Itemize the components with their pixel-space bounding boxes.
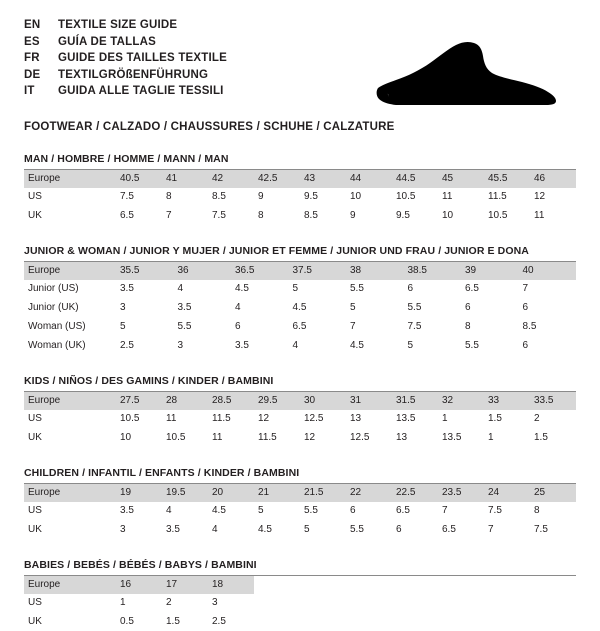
language-row	[24, 35, 227, 51]
category-heading: FOOTWEAR / CALZADO / CHAUSSURES / SCHUHE / CALZATURE	[24, 121, 576, 133]
cell: 33	[484, 392, 530, 410]
cell: 6	[231, 318, 289, 337]
cell-empty	[530, 594, 576, 613]
row-label: US	[24, 410, 116, 429]
cell: 44.5	[392, 170, 438, 188]
cell: 6	[461, 299, 519, 318]
language-code: FR	[24, 51, 58, 67]
cell: 42.5	[254, 170, 300, 188]
cell: 2	[530, 410, 576, 429]
cell: 6.5	[289, 318, 347, 337]
size-table-kids	[24, 392, 576, 447]
cell: 19	[116, 484, 162, 502]
cell: 8	[254, 207, 300, 226]
cell: 24	[484, 484, 530, 502]
cell: 4.5	[289, 299, 347, 318]
cell: 45	[438, 170, 484, 188]
cell: 3.5	[162, 521, 208, 540]
table-row	[24, 170, 576, 188]
cell: 46	[530, 170, 576, 188]
cell: 4.5	[231, 280, 289, 299]
cell: 11.5	[254, 429, 300, 448]
section-title: BABIES / BEBÉS / BÉBÉS / BABYS / BAMBINI	[24, 559, 576, 576]
table-row	[24, 188, 576, 207]
section-children	[24, 467, 576, 539]
cell: 21	[254, 484, 300, 502]
cell: 8.5	[300, 207, 346, 226]
cell: 6.5	[392, 502, 438, 521]
cell: 29.5	[254, 392, 300, 410]
row-label: US	[24, 594, 116, 613]
cell: 7	[346, 318, 404, 337]
row-label: Woman (US)	[24, 318, 116, 337]
cell: 39	[461, 262, 519, 280]
cell: 5.5	[174, 318, 232, 337]
cell: 4	[162, 502, 208, 521]
cell-empty	[254, 613, 300, 631]
table-row	[24, 262, 576, 280]
cell: 3.5	[116, 502, 162, 521]
cell: 19.5	[162, 484, 208, 502]
cell: 5.5	[346, 280, 404, 299]
size-table-babies	[24, 576, 576, 631]
cell: 4	[289, 337, 347, 356]
cell: 6	[519, 337, 577, 356]
row-label: US	[24, 502, 116, 521]
table-row	[24, 318, 576, 337]
cell: 9	[254, 188, 300, 207]
cell: 6	[519, 299, 577, 318]
cell: 7.5	[404, 318, 462, 337]
cell: 4.5	[254, 521, 300, 540]
cell: 11.5	[484, 188, 530, 207]
cell: 2.5	[208, 613, 254, 631]
language-title: TEXTILGRÖßENFÜHRUNG	[58, 68, 208, 84]
cell: 13.5	[392, 410, 438, 429]
language-title: TEXTILE SIZE GUIDE	[58, 18, 177, 34]
table-row	[24, 613, 576, 631]
cell: 31	[346, 392, 392, 410]
cell: 22	[346, 484, 392, 502]
cell: 11	[438, 188, 484, 207]
cell: 6.5	[438, 521, 484, 540]
table-row	[24, 207, 576, 226]
cell: 33.5	[530, 392, 576, 410]
cell: 10.5	[392, 188, 438, 207]
table-row	[24, 594, 576, 613]
cell: 4	[231, 299, 289, 318]
cell: 9.5	[300, 188, 346, 207]
cell: 2	[162, 594, 208, 613]
cell: 6	[404, 280, 462, 299]
language-code: IT	[24, 84, 58, 100]
cell: 7	[484, 521, 530, 540]
table-row	[24, 392, 576, 410]
cell: 11	[530, 207, 576, 226]
cell: 12	[254, 410, 300, 429]
section-title: KIDS / NIÑOS / DES GAMINS / KINDER / BAMBINI	[24, 375, 576, 392]
cell: 4.5	[208, 502, 254, 521]
row-label: UK	[24, 207, 116, 226]
cell: 13.5	[438, 429, 484, 448]
row-label: UK	[24, 613, 116, 631]
cell: 9	[346, 207, 392, 226]
cell: 5	[289, 280, 347, 299]
cell: 10	[116, 429, 162, 448]
cell: 11.5	[208, 410, 254, 429]
cell: 11	[162, 410, 208, 429]
cell: 6	[346, 502, 392, 521]
cell-empty	[254, 594, 300, 613]
cell: 12.5	[300, 410, 346, 429]
cell: 5	[346, 299, 404, 318]
row-label: Europe	[24, 170, 116, 188]
table-row	[24, 410, 576, 429]
row-label: Woman (UK)	[24, 337, 116, 356]
size-table-junior-woman	[24, 262, 576, 355]
cell: 13	[392, 429, 438, 448]
row-label: UK	[24, 521, 116, 540]
cell: 16	[116, 576, 162, 594]
section-title: MAN / HOMBRE / HOMME / MANN / MAN	[24, 153, 576, 170]
cell: 5	[254, 502, 300, 521]
row-label: US	[24, 188, 116, 207]
cell: 3	[208, 594, 254, 613]
table-row	[24, 502, 576, 521]
cell: 3.5	[116, 280, 174, 299]
cell: 10.5	[116, 410, 162, 429]
row-label: Europe	[24, 576, 116, 594]
language-row	[24, 18, 227, 34]
language-code: EN	[24, 18, 58, 34]
cell-empty	[300, 594, 346, 613]
cell-empty	[438, 576, 484, 594]
cell: 5.5	[404, 299, 462, 318]
cell: 5.5	[461, 337, 519, 356]
cell: 6	[392, 521, 438, 540]
section-man	[24, 153, 576, 225]
language-row	[24, 68, 227, 84]
cell: 41	[162, 170, 208, 188]
section-title: JUNIOR & WOMAN / JUNIOR Y MUJER / JUNIOR ET FEMME / JUNIOR UND FRAU / JUNIOR E DONA	[24, 245, 576, 262]
cell: 3	[116, 521, 162, 540]
cell: 7.5	[530, 521, 576, 540]
cell: 10	[346, 188, 392, 207]
cell: 7.5	[484, 502, 530, 521]
cell-empty	[392, 613, 438, 631]
cell: 5	[116, 318, 174, 337]
size-table-children	[24, 484, 576, 539]
cell: 4	[174, 280, 232, 299]
row-label: Junior (UK)	[24, 299, 116, 318]
cell: 17	[162, 576, 208, 594]
cell: 6.5	[116, 207, 162, 226]
row-label: Europe	[24, 392, 116, 410]
cell: 3.5	[174, 299, 232, 318]
cell: 1.5	[162, 613, 208, 631]
cell: 3.5	[231, 337, 289, 356]
cell-empty	[530, 576, 576, 594]
table-row	[24, 280, 576, 299]
cell: 10.5	[484, 207, 530, 226]
cell: 23.5	[438, 484, 484, 502]
cell: 7.5	[116, 188, 162, 207]
language-title: GUIDA ALLE TAGLIE TESSILI	[58, 84, 224, 100]
cell: 11	[208, 429, 254, 448]
cell: 20	[208, 484, 254, 502]
cell: 1	[484, 429, 530, 448]
cell-empty	[484, 613, 530, 631]
page-header	[24, 18, 576, 110]
cell-empty	[484, 594, 530, 613]
cell: 12	[300, 429, 346, 448]
language-title: GUIDE DES TAILLES TEXTILE	[58, 51, 227, 67]
language-code: DE	[24, 68, 58, 84]
cell: 5	[404, 337, 462, 356]
row-label: UK	[24, 429, 116, 448]
row-label: Europe	[24, 484, 116, 502]
table-row	[24, 484, 576, 502]
cell: 12.5	[346, 429, 392, 448]
cell: 21.5	[300, 484, 346, 502]
section-kids	[24, 375, 576, 447]
table-row	[24, 299, 576, 318]
cell-empty	[438, 613, 484, 631]
cell-empty	[392, 594, 438, 613]
cell: 31.5	[392, 392, 438, 410]
cell: 5.5	[300, 502, 346, 521]
cell: 5.5	[346, 521, 392, 540]
table-row	[24, 429, 576, 448]
language-code: ES	[24, 35, 58, 51]
cell: 42	[208, 170, 254, 188]
cell: 38	[346, 262, 404, 280]
cell: 6.5	[461, 280, 519, 299]
cell: 10.5	[162, 429, 208, 448]
cell: 30	[300, 392, 346, 410]
cell-empty	[254, 576, 300, 594]
cell: 10	[438, 207, 484, 226]
cell-empty	[300, 576, 346, 594]
cell-empty	[438, 594, 484, 613]
language-titles	[24, 18, 227, 100]
cell: 1.5	[530, 429, 576, 448]
cell: 2.5	[116, 337, 174, 356]
cell: 36.5	[231, 262, 289, 280]
dress-shoe-icon	[370, 36, 570, 116]
language-title: GUÍA DE TALLAS	[58, 35, 156, 51]
cell: 45.5	[484, 170, 530, 188]
cell-empty	[346, 576, 392, 594]
cell: 28.5	[208, 392, 254, 410]
cell-empty	[530, 613, 576, 631]
cell: 4	[208, 521, 254, 540]
size-table-man	[24, 170, 576, 225]
cell: 8.5	[208, 188, 254, 207]
table-row	[24, 521, 576, 540]
cell: 3	[174, 337, 232, 356]
cell: 8	[530, 502, 576, 521]
cell: 44	[346, 170, 392, 188]
row-label: Junior (US)	[24, 280, 116, 299]
cell-empty	[300, 613, 346, 631]
cell-empty	[392, 576, 438, 594]
cell: 27.5	[116, 392, 162, 410]
cell: 22.5	[392, 484, 438, 502]
cell: 8.5	[519, 318, 577, 337]
cell: 40	[519, 262, 577, 280]
cell: 8	[461, 318, 519, 337]
table-row	[24, 337, 576, 356]
cell-empty	[346, 613, 392, 631]
cell: 7.5	[208, 207, 254, 226]
cell: 7	[162, 207, 208, 226]
cell: 32	[438, 392, 484, 410]
cell-empty	[346, 594, 392, 613]
cell: 13	[346, 410, 392, 429]
section-babies	[24, 559, 576, 631]
section-junior-woman	[24, 245, 576, 355]
cell: 43	[300, 170, 346, 188]
cell: 28	[162, 392, 208, 410]
cell: 4.5	[346, 337, 404, 356]
cell: 3	[116, 299, 174, 318]
cell: 18	[208, 576, 254, 594]
cell: 40.5	[116, 170, 162, 188]
cell: 0.5	[116, 613, 162, 631]
cell: 1	[116, 594, 162, 613]
cell: 7	[519, 280, 577, 299]
row-label: Europe	[24, 262, 116, 280]
cell: 7	[438, 502, 484, 521]
cell: 36	[174, 262, 232, 280]
cell: 25	[530, 484, 576, 502]
cell: 38.5	[404, 262, 462, 280]
cell-empty	[484, 576, 530, 594]
table-row	[24, 576, 576, 594]
language-row	[24, 51, 227, 67]
cell: 5	[300, 521, 346, 540]
section-title: CHILDREN / INFANTIL / ENFANTS / KINDER / BAMBINI	[24, 467, 576, 484]
cell: 8	[162, 188, 208, 207]
cell: 1	[438, 410, 484, 429]
cell: 12	[530, 188, 576, 207]
cell: 37.5	[289, 262, 347, 280]
cell: 9.5	[392, 207, 438, 226]
cell: 1.5	[484, 410, 530, 429]
language-row	[24, 84, 227, 100]
cell: 35.5	[116, 262, 174, 280]
